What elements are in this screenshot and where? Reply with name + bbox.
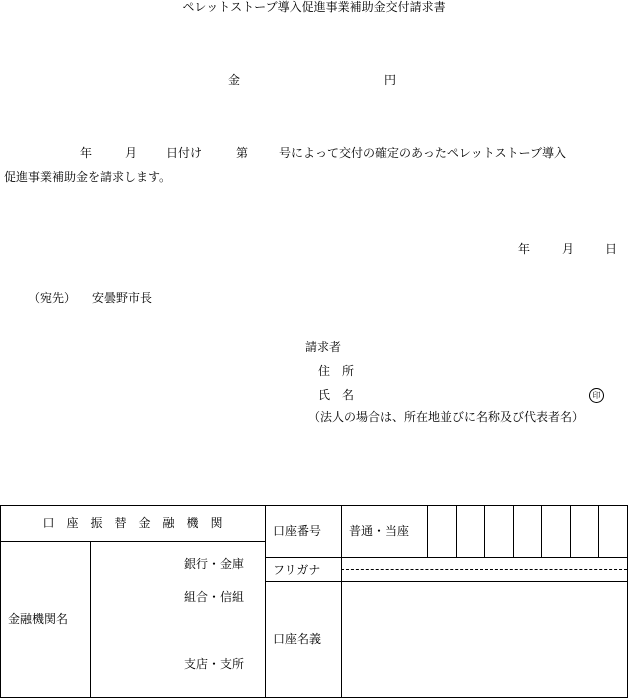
bank-type-label: 銀行・金庫: [184, 557, 245, 571]
addressee-label: （宛先）: [28, 291, 77, 305]
date-month: 月: [562, 242, 575, 256]
requester-address-label: 住 所: [318, 364, 355, 378]
body-day-dated: 日付け: [166, 146, 203, 160]
body-month: 月: [125, 146, 138, 160]
account-number-label: 口座番号: [273, 524, 322, 538]
requester-name-label: 氏 名: [318, 388, 355, 402]
seal-mark: [589, 387, 604, 403]
institution-name-label: 金融機関名: [8, 612, 69, 626]
branch-type-label: 支店・支所: [184, 657, 245, 671]
document-title: ペレットストーブ導入促進事業補助金交付請求書: [182, 0, 446, 14]
addressee-name: 安曇野市長: [92, 291, 153, 305]
date-day: 日: [605, 242, 618, 256]
amount-yen-label: 円: [384, 73, 397, 87]
requester-heading: 請求者: [305, 340, 342, 354]
requester-note: （法人の場合は、所在地並びに名称及び代表者名）: [308, 410, 585, 424]
body-line2: 促進事業補助金を請求します。: [4, 170, 172, 184]
account-holder-label: 口座名義: [273, 632, 322, 646]
furigana-label: フリガナ: [273, 563, 321, 577]
account-type-options: 普通・当座: [349, 524, 410, 538]
amount-kin-label: 金: [228, 73, 241, 87]
body-line1-rest: 号によって交付の確定のあったペレットストーブ導入: [279, 146, 567, 160]
date-year: 年: [518, 242, 531, 256]
transfer-institution-header: 口 座 振 替 金 融 機 関: [42, 516, 223, 530]
union-type-label: 組合・信組: [184, 590, 245, 604]
seal-icon: 印: [589, 388, 604, 403]
body-dai: 第: [236, 146, 249, 160]
body-year: 年: [80, 146, 93, 160]
